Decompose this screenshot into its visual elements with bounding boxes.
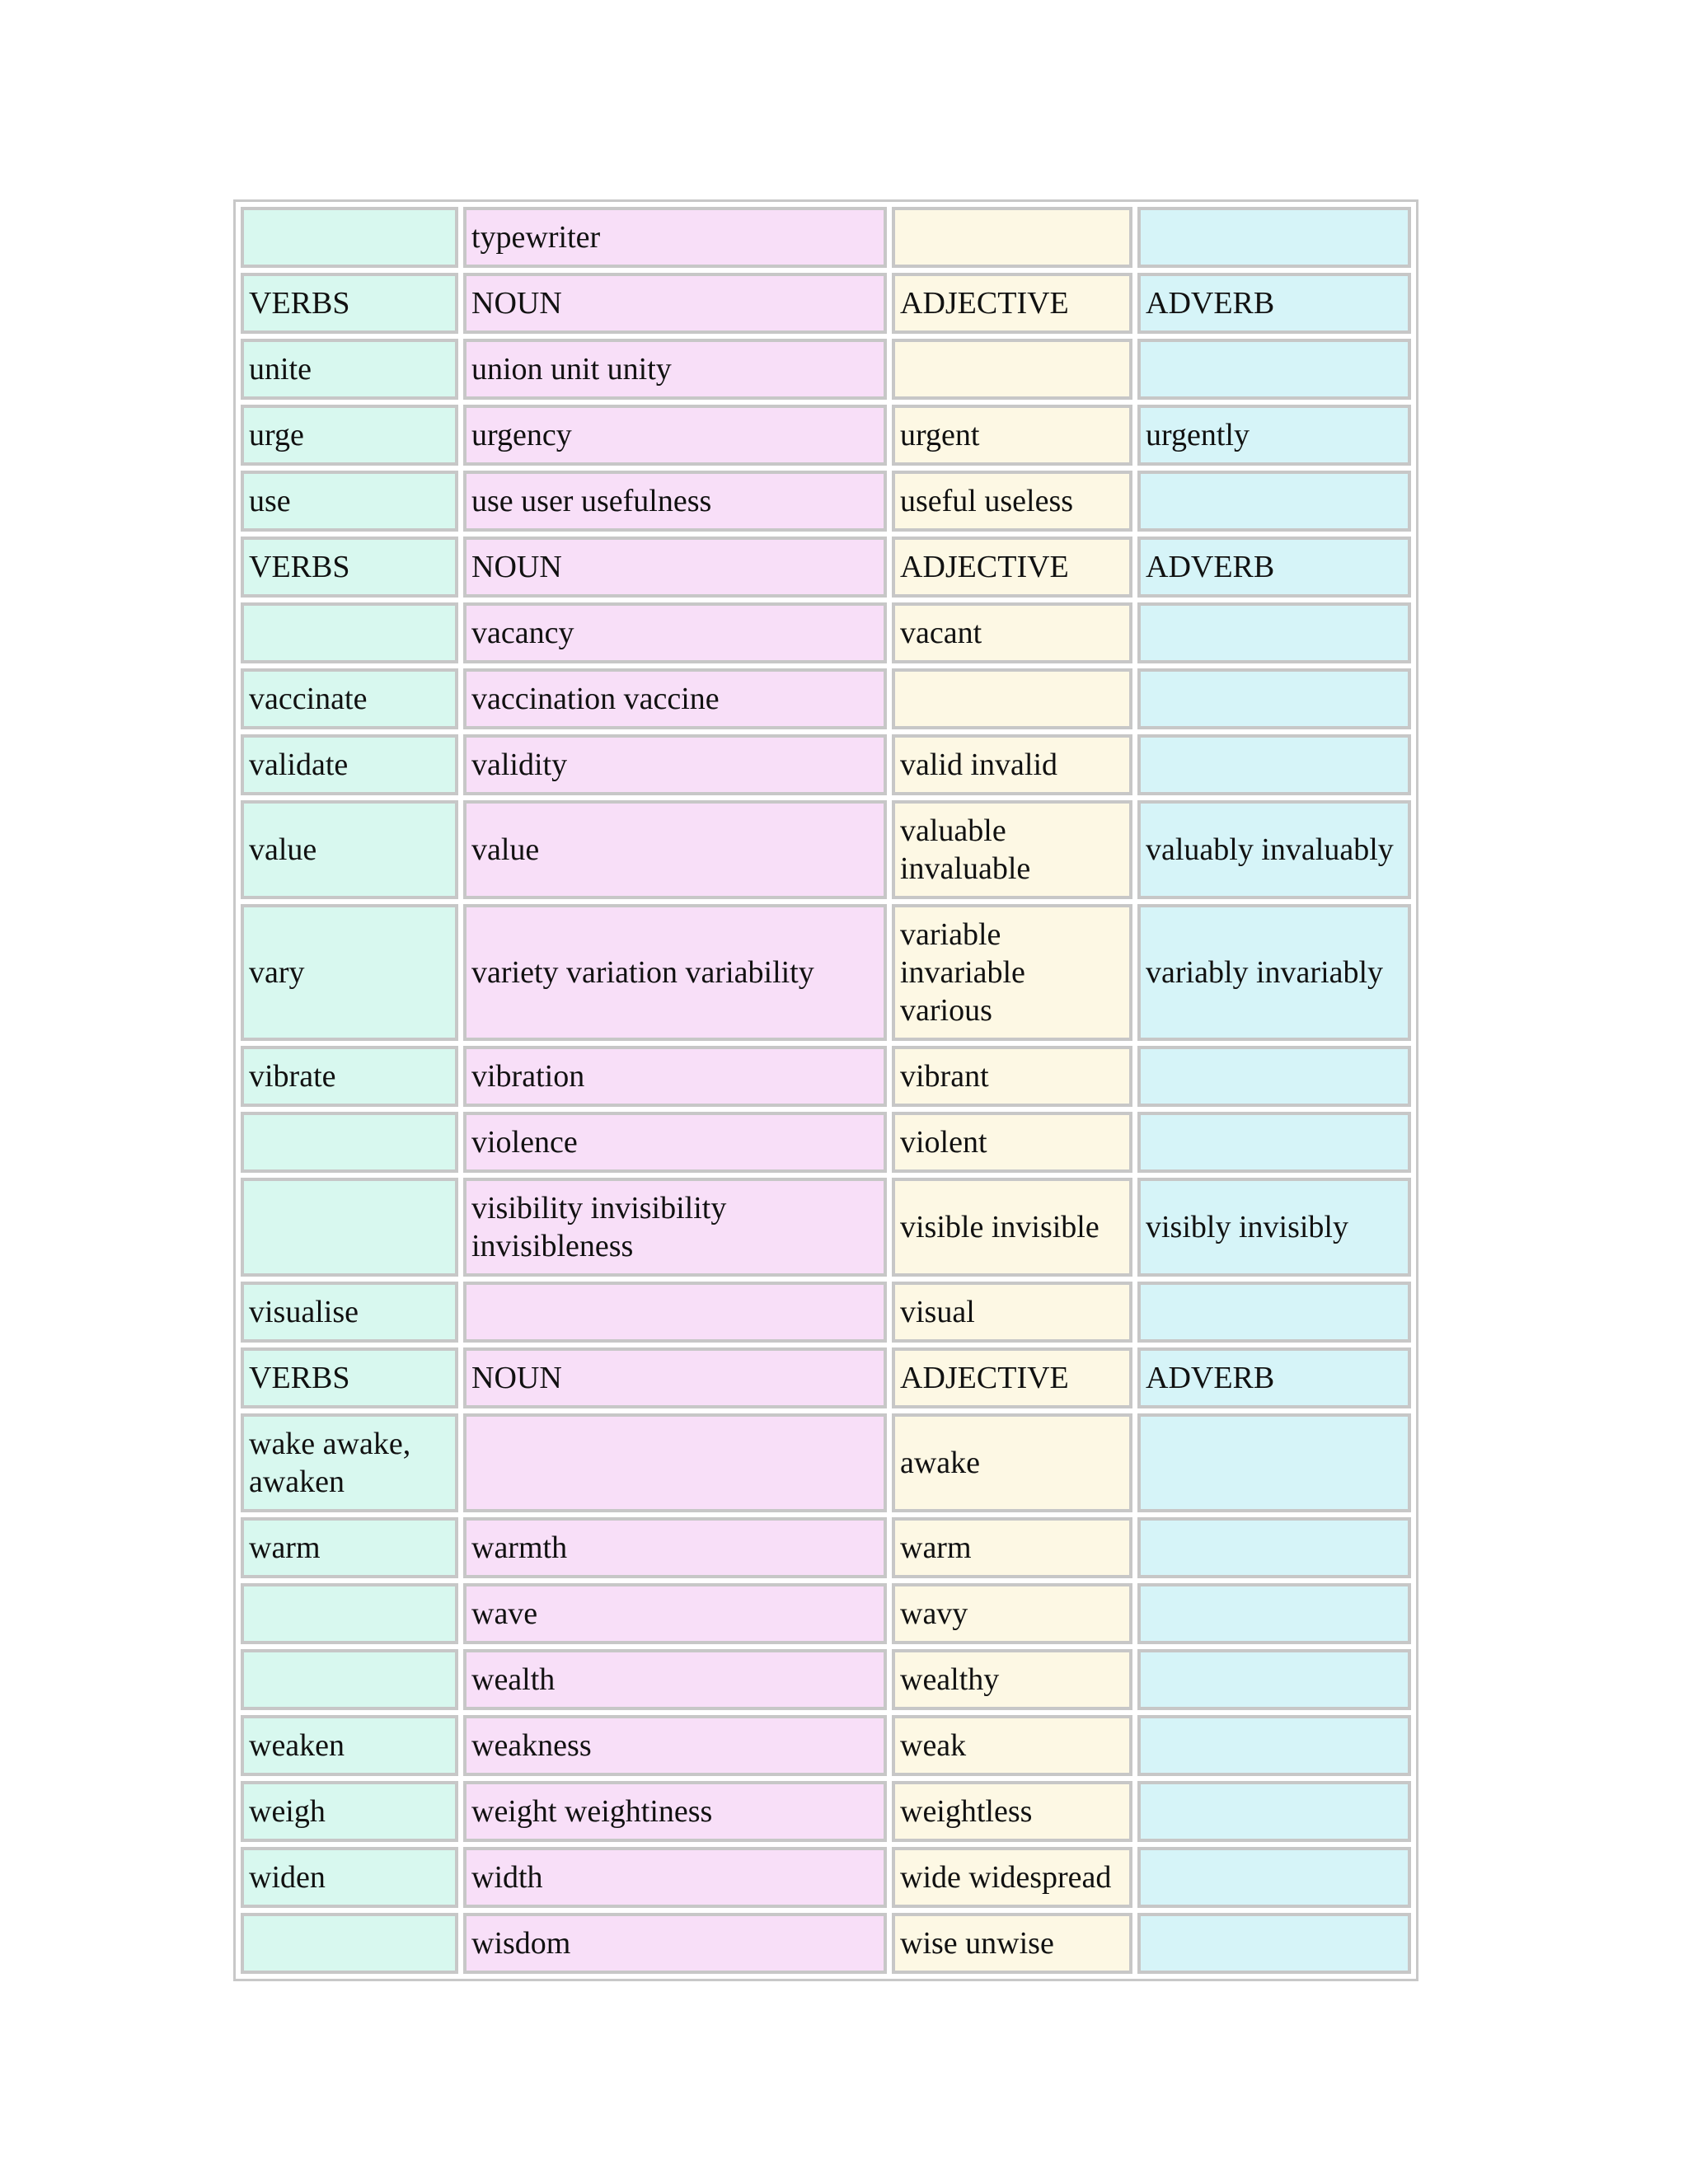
adjective-cell: visible invisible [892,1178,1132,1277]
noun-cell: NOUN [463,273,887,334]
verb-cell [241,1583,458,1644]
adjective-cell: violent [892,1112,1132,1173]
noun-cell: typewriter [463,207,887,268]
adverb-cell [1137,1847,1411,1908]
noun-cell: variety variation variability [463,904,887,1041]
adjective-cell: ADJECTIVE [892,1347,1132,1408]
noun-cell: wisdom [463,1913,887,1974]
table-row [241,1649,1411,1710]
adverb-cell [1137,734,1411,795]
adjective-cell: weightless [892,1781,1132,1842]
verb-cell: vaccinate [241,668,458,729]
adverb-cell [1137,207,1411,268]
table-row [241,1282,1411,1343]
adjective-cell: valuable invaluable [892,800,1132,899]
verb-cell: value [241,800,458,899]
adjective-cell: wide widespread [892,1847,1132,1908]
verb-cell: weaken [241,1715,458,1776]
noun-cell: urgency [463,405,887,466]
adverb-cell: valuably invaluably [1137,800,1411,899]
adjective-cell: wavy [892,1583,1132,1644]
verb-cell [241,1913,458,1974]
adjective-cell: visual [892,1282,1132,1343]
table-row [241,1715,1411,1776]
verb-cell [241,1178,458,1277]
adverb-cell: ADVERB [1137,273,1411,334]
noun-cell: vacancy [463,602,887,663]
noun-cell: weight weightiness [463,1781,887,1842]
adjective-cell: wealthy [892,1649,1132,1710]
adverb-cell [1137,1282,1411,1343]
verb-cell: wake awake, awaken [241,1413,458,1512]
table-row [241,207,1411,268]
verb-cell [241,207,458,268]
verb-cell: vibrate [241,1046,458,1107]
table-row [241,1847,1411,1908]
adjective-cell [892,668,1132,729]
noun-cell: validity [463,734,887,795]
table-row [241,800,1411,899]
adverb-cell [1137,1046,1411,1107]
table-row [241,339,1411,400]
verb-cell: VERBS [241,273,458,334]
adverb-cell [1137,1517,1411,1578]
verb-cell: visualise [241,1282,458,1343]
adverb-cell: ADVERB [1137,1347,1411,1408]
adverb-cell [1137,1913,1411,1974]
table-row [241,904,1411,1041]
table-row [241,1046,1411,1107]
adverb-cell [1137,339,1411,400]
adverb-cell [1137,1781,1411,1842]
adverb-cell: variably invariably [1137,904,1411,1041]
verb-cell: validate [241,734,458,795]
adjective-cell: vacant [892,602,1132,663]
adverb-cell [1137,1413,1411,1512]
noun-cell [463,1282,887,1343]
table-row [241,734,1411,795]
verb-cell: urge [241,405,458,466]
table-row [241,1781,1411,1842]
noun-cell: use user usefulness [463,471,887,532]
adverb-cell [1137,1715,1411,1776]
table-row [241,471,1411,532]
table-row [241,273,1411,334]
verb-cell [241,602,458,663]
noun-cell: wealth [463,1649,887,1710]
adverb-cell [1137,1649,1411,1710]
adjective-cell: awake [892,1413,1132,1512]
adjective-cell: variable invariable various [892,904,1132,1041]
adverb-cell [1137,602,1411,663]
adverb-cell [1137,1112,1411,1173]
noun-cell: warmth [463,1517,887,1578]
adjective-cell: wise unwise [892,1913,1132,1974]
adjective-cell: ADJECTIVE [892,537,1132,598]
noun-cell [463,1413,887,1512]
table-row [241,1112,1411,1173]
adverb-cell [1137,471,1411,532]
verb-cell: widen [241,1847,458,1908]
adjective-cell: vibrant [892,1046,1132,1107]
verb-cell: VERBS [241,1347,458,1408]
table-row [241,1913,1411,1974]
adverb-cell [1137,1583,1411,1644]
table-row [241,1517,1411,1578]
table-row [241,1413,1411,1512]
verb-cell: vary [241,904,458,1041]
noun-cell: NOUN [463,537,887,598]
adverb-cell: urgently [1137,405,1411,466]
word-forms-table [233,199,1418,1981]
adjective-cell: useful useless [892,471,1132,532]
table-row [241,602,1411,663]
verb-cell: VERBS [241,537,458,598]
noun-cell: union unit unity [463,339,887,400]
noun-cell: vibration [463,1046,887,1107]
adjective-cell [892,207,1132,268]
noun-cell: value [463,800,887,899]
noun-cell: wave [463,1583,887,1644]
noun-cell: width [463,1847,887,1908]
noun-cell: visibility invisibility invisibleness [463,1178,887,1277]
noun-cell: violence [463,1112,887,1173]
table-row [241,1583,1411,1644]
adjective-cell: urgent [892,405,1132,466]
noun-cell: vaccination vaccine [463,668,887,729]
table-row [241,1347,1411,1408]
table-row [241,668,1411,729]
adverb-cell [1137,668,1411,729]
verb-cell: weigh [241,1781,458,1842]
word-forms-table-body [241,207,1411,1974]
adverb-cell: ADVERB [1137,537,1411,598]
adverb-cell: visibly invisibly [1137,1178,1411,1277]
noun-cell: NOUN [463,1347,887,1408]
noun-cell: weakness [463,1715,887,1776]
table-row [241,537,1411,598]
verb-cell: unite [241,339,458,400]
adjective-cell: weak [892,1715,1132,1776]
adjective-cell: valid invalid [892,734,1132,795]
table-row [241,405,1411,466]
adjective-cell [892,339,1132,400]
verb-cell [241,1649,458,1710]
verb-cell [241,1112,458,1173]
verb-cell: warm [241,1517,458,1578]
adjective-cell: warm [892,1517,1132,1578]
verb-cell: use [241,471,458,532]
table-row [241,1178,1411,1277]
adjective-cell: ADJECTIVE [892,273,1132,334]
